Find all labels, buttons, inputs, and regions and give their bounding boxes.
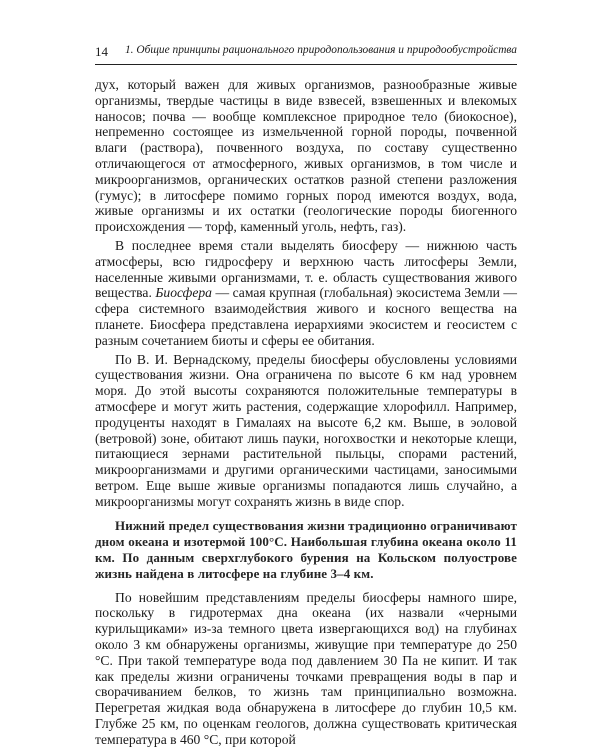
paragraph-text: В последнее время стали выделять биосферу — нижнюю часть атмосферы, всю гидросферу и верхнюю часть литосферы Земли, населенные живыми организмами, т. е. область существования живого вещества. bbox=[95, 237, 517, 301]
term-biosphere: Биосфера bbox=[155, 285, 212, 301]
body-text bbox=[95, 77, 517, 747]
paragraph-biosphere-definition bbox=[95, 238, 517, 349]
paragraph-media-composition: дух, который важен для живых организмов, разнообразные живые организмы, твердые частицы в виде взвесей, взвешенных и влекомых наносов; почва — вообще комплексное природное тело (биокосное), непременно состоящее из измельченной горной породы, почвенной влаги (раствора), почвенного воздуха, по составу существенно отличающегося от атмосферного, живых организмов, в том числе и микроорганизмов, органических остатков разной степени разложения (гумус); в литосфере помимо горных пород имеются воздух, вода, живые организмы и их остатки (геологические породы биогенного происхождения — торф, каменный уголь, нефть, газ). bbox=[95, 77, 517, 235]
book-page bbox=[95, 38, 517, 747]
page-number: 14 bbox=[95, 44, 108, 59]
running-head: 1. Общие принципы рационального природопользования и природообустройства bbox=[124, 44, 517, 56]
paragraph-text: — самая крупная (глобальная) экосистема Земли — сфера системного взаимодействия живого и косного вещества на планете. Биосфера представлена иерархиями экосистем и геосистем с разным сочетанием биоты и сферы ее обитания. bbox=[95, 285, 517, 348]
paragraph-vernadsky-limits: По В. И. Вернадскому, пределы биосферы обусловлены условиями существования жизни. Она ограничена по высоте 6 км над уровнем моря. До этой высоты сохраняются положительные температуры в атмосфере и могут жить растения, содержащие хлорофилл. Например, продуценты находят в Гималаях на высоте 6,2 км. Выше, в эоловой (ветровой) зоне, обитают лишь пауки, ногохвостки и некоторые клещи, питающиеся зернами растительной пыльцы, спорами растений, микроорганизмами и другими органическими частицами, заносимыми ветром. Еще выше живые организмы попадаются лишь случайно, а микроорганизмы могут сохранять жизнь в виде спор. bbox=[95, 351, 517, 509]
page-header bbox=[95, 38, 517, 65]
paragraph-new-views: По новейшим представлениям пределы биосферы намного шире, поскольку в гидротермах дна океана (их назвали «черными курильщиками» из-за темного цвета извергающихся вод) на глубинах около 3 км обнаружены организмы, живущие при температуре до 250 °С. При такой температуре вода под давлением 30 Па не кипит. И так как пределы жизни ограничены точками превращения воды в пар и сворачиванием белков, то жизнь там принципиально возможна. Перегретая жидкая вода обнаружена в литосфере до глубин 10,5 км. Глубже 25 км, по оценкам геологов, должна существовать критическая температура в 460 °С, при которой bbox=[95, 589, 517, 747]
paragraph-lower-limit: Нижний предел существования жизни традиционно ограничивают дном океана и изотермой 100°С. Наибольшая глубина океана около 11 км. По данным сверхглубокого бурения на Кольском полуострове жизнь найдена в литосфере на глубине 3–4 км. bbox=[95, 517, 517, 581]
